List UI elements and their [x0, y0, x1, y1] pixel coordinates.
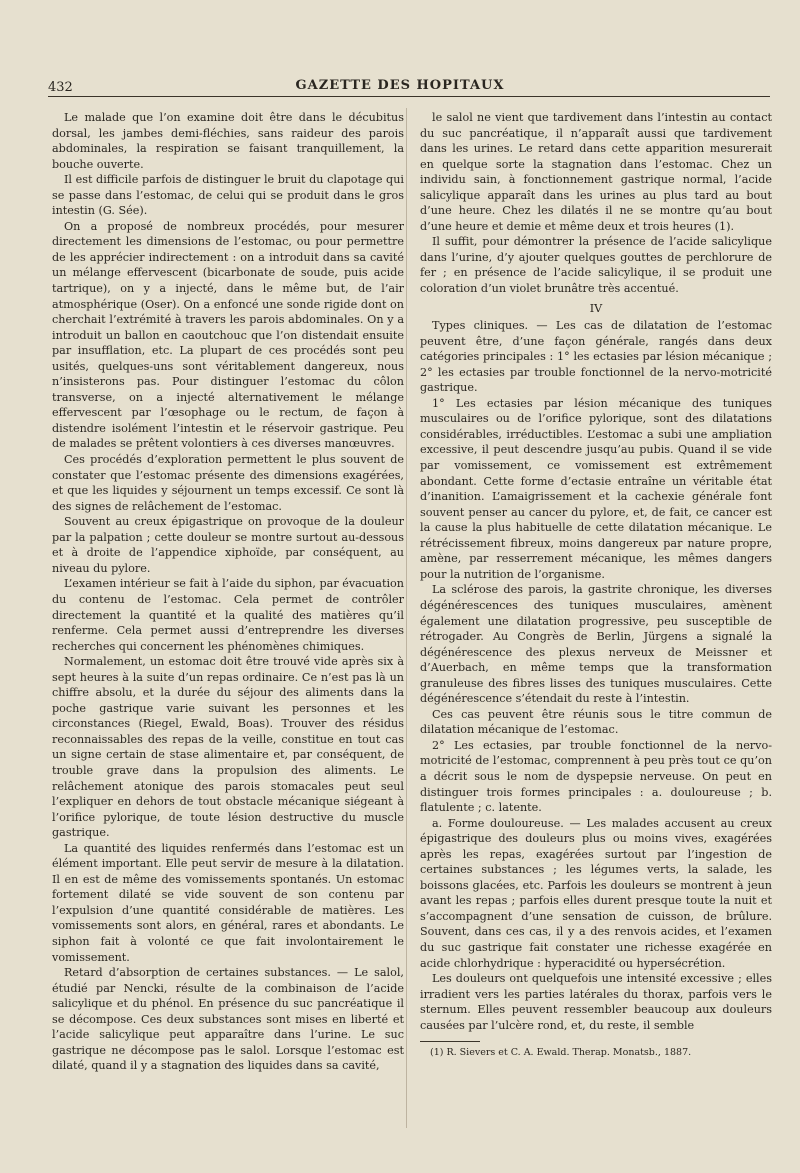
paragraph: On a proposé de nombreux procédés, pour mesurer directement les dimensions de l’estomac, ou pour permettre de les apprécier indirectement : on a introduit dans sa cavité un mélange effervescent (bicarbonate de soude, puis acide tartrique), on y a injecté, dans le même but, de l’air atmosphérique (Oser). On a enfoncé une sonde rigide dont on cherchait l’extrémité à travers les parois abdominales. On y a introduit un ballon en caoutchouc que l’on distendait ensuite par insufflation, etc. La plupart de ces procédés sont peu usités, quelques-uns sont véritablement dangereux, nous n’insisterons pas. Pour distinguer l’estomac du côlon transverse, on a injecté alternativement le mélange effervescent par l’œsophage ou le rectum, de façon à distendre isolément l’intestin et le réservoir gastrique. Peu de malades se prêtent volontiers à ces diverses manœuvres.	[52, 219, 404, 451]
paragraph: Retard d’absorption de certaines substances. — Le salol, étudié par Nencki, résulte de la combinaison de l’acide salicylique et du phénol. En présence du suc pancréatique il se décompose. Ces deux substances sont mises en liberté et l’acide salicylique peut apparaître dans l’urine. Le suc gastrique ne décompose pas le salol. Lorsque l’estomac est dilaté, quand il y a stagnation des liquides dans sa cavité,	[52, 966, 404, 1073]
paragraph: 2° Les ectasies, par trouble fonctionnel de la nervo-motricité de l’estomac, comprennent à peu près tout ce qu’on a décrit sous le nom de dyspepsie nerveuse. On peut en distinguer trois formes principales : a. douloureuse ; b. flatulente ; c. latente.	[420, 738, 772, 815]
page-header	[0, 0, 800, 100]
paragraph: L’examen intérieur se fait à l’aide du siphon, par évacuation du contenu de l’estomac. Cela permet de contrôler directement la quantité et la qualité des matières qu’il renferme. Cela permet aussi d’entreprendre les diverses recherches qui concernent les phénomènes chimiques.	[52, 577, 404, 653]
paragraph: Ces procédés d’exploration permettent le plus souvent de constater que l’estomac présente des dimensions exagérées, et que les liquides y séjournent un temps excessif. Ce sont là des signes de relâchement de l’estomac.	[52, 453, 404, 513]
paragraph: 1° Les ectasies par lésion mécanique des tuniques musculaires ou de l’orifice pylorique, sont des dilatations considérables, irréductibles. L’estomac a subi une ampliation excessive, il peut descendre jusqu’au pubis. Quand il se vide par vomissement, ce vomissement est extrêmement abondant. Cette forme d’ectasie entraîne un véritable état d’inanition. L’amaigrissement et la cachexie générale font souvent penser au cancer du pylore, et, de fait, ce cancer est la cause la plus habituelle de cette dilatation mécanique. Le rétrécissement fibreux, moins dangereux par nature propre, amène, par resserrement mécanique, les mêmes dangers pour la nutrition de l’organisme.	[420, 396, 772, 581]
column-divider	[406, 108, 407, 1128]
page-number: 432	[48, 80, 73, 95]
footnote-rule	[420, 1041, 480, 1042]
left-column	[52, 110, 404, 1074]
paragraph: Il suffit, pour démontrer la présence de l’acide salicylique dans l’urine, d’y ajouter quelques gouttes de perchlorure de fer ; en présence de l’acide salicylique, il se produit une coloration d’un violet brunâtre très accentué.	[420, 235, 772, 296]
paragraph: a. Forme douloureuse. — Les malades accusent au creux épigastrique des douleurs plus ou moins vives, exagérées après les repas, exagérées surtout par l’ingestion de certaines substances ; les légumes verts, la salade, les boissons glacées, etc. Parfois les douleurs se montrent à jeun avant les repas ; parfois elles durent presque toute la nuit et s’accompagnent d’une sensation de cuisson, de brûlure. Souvent, dans ces cas, il y a des renvois acides, et l’examen du suc gastrique fait constater une richesse exagérée en acide chlorhydrique : hyperacidité ou hypersécrétion.	[420, 816, 772, 970]
header-rule	[48, 96, 770, 97]
section-heading: IV	[589, 301, 603, 315]
paragraph: Ces cas peuvent être réunis sous le titre commun de dilatation mécanique de l’estomac.	[420, 707, 772, 737]
paragraph: La quantité des liquides renfermés dans l’estomac est un élément important. Elle peut servir de mesure à la dilatation. Il en est de même des vomissements spontanés. Un estomac fortement dilaté se vide souvent de son contenu par l’expulsion d’une quantité considérable de matières. Les vomissements sont alors, en général, rares et abondants. Le siphon fait à volonté ce que fait involontairement le vomissement.	[52, 841, 404, 964]
paragraph: La sclérose des parois, la gastrite chronique, les diverses dégénérescences des tuniques musculaires, amènent également une dilatation progressive, peu susceptible de rétrogader. Au Congrès de Berlin, Jürgens a signalé la dégénérescence des plexus nerveux de Meissner et d’Auerbach, en même temps que la transformation granuleuse des fibres lisses des tuniques musculaires. Cette dégénérescence s’étendait du reste à l’intestin.	[420, 583, 772, 706]
running-title: GAZETTE DES HOPITAUX	[295, 78, 505, 93]
paragraph: Le malade que l’on examine doit être dans le décubitus dorsal, les jambes demi-fléchies, sans raideur des parois abdominales, la respiration se faisant tranquillement, la bouche ouverte.	[52, 111, 404, 171]
paragraph: Normalement, un estomac doit être trouvé vide après six à sept heures à la suite d’un repas ordinaire. Ce n’est pas là un chiffre absolu, et la durée du séjour des aliments dans la poche gastrique varie suivant les personnes et les circonstances (Riegel, Ewald, Boas). Trouver des résidus reconnaissables des repas de la veille, constitue en tout cas un signe certain de stase alimentaire et, par conséquent, de trouble grave dans la propulsion des aliments. Le relâchement atonique des parois stomacales peut seul l’expliquer en dehors de tout obstacle mécanique siégeant à l’orifice pylorique, de toute lésion destructive du muscle gastrique.	[52, 655, 404, 840]
paragraph: Souvent au creux épigastrique on provoque de la douleur par la palpation ; cette douleur se montre surtout au-dessous et à droite de l’appendice xiphoïde, par conséquent, au niveau du pylore.	[52, 515, 404, 575]
paragraph: Types cliniques. — Les cas de dilatation de l’estomac peuvent être, d’une façon générale, rangés dans deux catégories principales : 1° les ectasies par lésion mécanique ; 2° les ectasies par trouble fonctionnel de la nervo-motricité gastrique.	[420, 319, 772, 395]
paragraph: Il est difficile parfois de distinguer le bruit du clapotage qui se passe dans l’estomac, de celui qui se produit dans le gros intestin (G. Sée).	[52, 173, 404, 218]
paragraph: le salol ne vient que tardivement dans l’intestin au contact du suc pancréatique, il n’apparaît aussi que tardivement dans les urines. Le retard dans cette apparition mesurerait en quelque sorte la stagnation dans l’estomac. Chez un individu sain, à fonctionnement gastrique normal, l’acide salicylique apparaît dans les urines au plus tard au bout d’une heure. Chez les dilatés il ne se montre qu’au bout d’une heure et demie et même deux et trois heures (1).	[420, 111, 772, 233]
right-column	[420, 110, 772, 1059]
footnote: (1) R. Sievers et C. A. Ewald. Therap. Monatsb., 1887.	[430, 1047, 692, 1059]
paragraph: Les douleurs ont quelquefois une intensité excessive ; elles irradient vers les parties latérales du thorax, parfois vers le sternum. Elles peuvent ressembler beaucoup aux douleurs causées par l’ulcère rond, et, du reste, il semble	[420, 972, 772, 1032]
